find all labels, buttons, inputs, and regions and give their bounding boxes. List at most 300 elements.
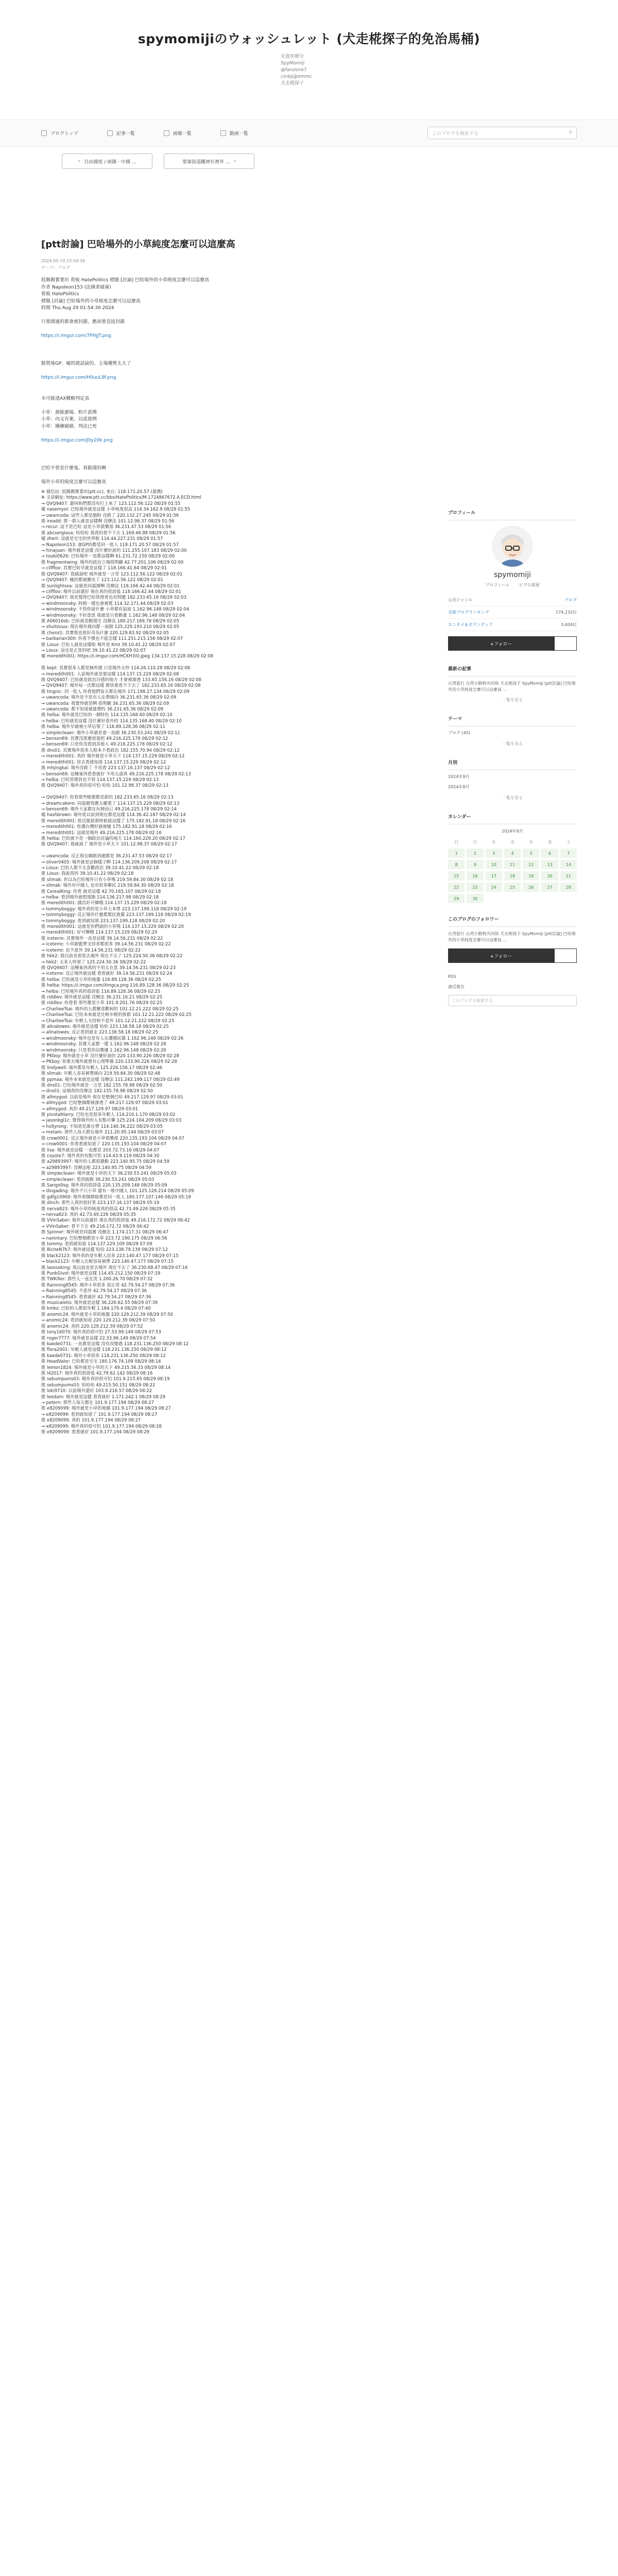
site-description xyxy=(281,54,337,87)
comment-line: 推 tony16070: 場外真的很可怕 27.53.99.149 08/29 07:53 xyxy=(41,1329,161,1335)
comment-line: → dns01: 這個真的沒辦法 182.155.78.98 08/29 02:50 xyxy=(41,1088,153,1094)
article-image-link[interactable]: https://i.imgur.com/J0y20k.png xyxy=(41,437,113,443)
news-text[interactable]: 台湾旅行 台湾小動物共同体 犬走椛探子 SpyMomiji [ptt討論] 巴哈場外的小草純度怎麼可以這麼高 ... xyxy=(448,681,576,692)
comment-line: 推 helba: 巴哈就是小草的地盤 116.89.128.36 08/29 02:25 xyxy=(41,976,161,982)
follow-count xyxy=(554,636,577,651)
comment-line: → tommyboggy: 反正場外什麼都罵民進黨 223.137.199.118 08/29 02:19 xyxy=(41,912,191,918)
comment-line: → recur: 這不是巴哈 這是小草俱樂部 36.231.47.53 08/29 01:56 xyxy=(41,524,171,530)
article-body-line: 木可匯達AX概略判定表 xyxy=(41,396,90,401)
comment-line: → uwancoda: 都不知道被誰帶的 36.231.65.36 08/29 02:09 xyxy=(41,706,164,712)
ranking-value: 174,232位 xyxy=(555,610,577,615)
comment-line: 推 slimak: 你以為巴哈場外只有小草嗎 219.59.84.30 08/29 02:18 xyxy=(41,876,174,882)
comment-line: → allmygod: 真的 49.217.129.97 08/29 03:01 xyxy=(41,1106,139,1111)
follow-button-bottom[interactable] xyxy=(448,948,577,963)
calendar-day[interactable]: 22 xyxy=(448,883,465,892)
follow-button[interactable] xyxy=(448,636,577,651)
nav-blog-top[interactable] xyxy=(41,130,78,137)
global-nav xyxy=(0,120,618,146)
image-icon xyxy=(164,130,169,136)
chevron-left-icon: ‹ xyxy=(78,159,80,164)
comment-line: 推 QVQ9407: 我就說吧 場外就是一言堂 123.112.56.122 08/29 02:01 xyxy=(41,571,183,577)
comment-line: → uwancoda: 這些人都是腦粉 沒救了 220.132.27.245 08/29 01:56 xyxy=(41,512,179,518)
article-body-line: 點赞後GP、噓的就話說的。主場優勢太大了 xyxy=(41,361,131,366)
comment-line: → windmoonsky: 場外也是有人在護國民黨 1.162.96.148 08/29 02:26 xyxy=(41,1035,184,1041)
comment-line: → benson69: 場外大家都在玩梗而已 49.216.225.178 08/29 02:14 xyxy=(41,806,177,811)
theme-heading: テーマ xyxy=(448,715,577,726)
comment-line: 推 meredith001: 從反服貿那時候就這樣了 175.182.91.18 08/29 02:16 xyxy=(41,818,186,823)
calendar-day[interactable]: 11 xyxy=(504,860,521,869)
home-icon xyxy=(41,130,47,136)
comment-line: 噓 meredith001: https://i.imgur.com/HCKH3iO.jpeg 134.137.15.228 08/29 02:08 xyxy=(41,653,214,659)
calendar-day[interactable]: 10 xyxy=(486,860,502,869)
chevron-right-icon: › xyxy=(234,159,236,164)
comment-line: 推 QVQ9407: 場外真的很可怕 哈哈 101.12.98.37 08/29 02:13 xyxy=(41,783,168,788)
ranking-block xyxy=(448,594,577,631)
search-icon[interactable]: ⚲ xyxy=(569,130,572,135)
follow-count xyxy=(554,948,577,963)
main-column xyxy=(41,146,381,1435)
calendar-day[interactable]: 19 xyxy=(523,871,539,880)
comment-line: 推 tingnic: 同一批人 你看他們每天都在場外 171.198.27.134 08/29 02:09 xyxy=(41,688,190,694)
comment-line: → uwancoda: 反正現在網路到處都是 36.231.47.53 08/29 02:17 xyxy=(41,853,172,859)
comment-line: 推 hkk2: 我以前也很常去場外 現在不去了 125.224.50.36 08/29 02:22 xyxy=(41,953,183,959)
comment-line: 推 pivotalHarry: 巴哈也是很多年輕人 114.210.1.170 08/29 03:02 xyxy=(41,1112,176,1117)
comment-line: → meredith001: 這就是場外 49.216.225.178 08/29 02:16 xyxy=(41,829,162,835)
ranking-row xyxy=(448,619,577,631)
next-article-label: 要塞街道鐵神社裡外 ... xyxy=(182,159,230,165)
comment-line: 推 QVQ9407: 這種東西真的不用太在意 39.14.56.231 08/29 02:23 xyxy=(41,964,176,970)
comment-spacer xyxy=(41,848,381,853)
comment-line: 推 a29893997: 場外的人都很激動 223.140.95.75 08/29 04:59 xyxy=(41,1159,169,1164)
comment-line: → cliffloo: 場外以前還好 現在真的很誇張 118.166.42.44 08/29 02:01 xyxy=(41,588,181,594)
comment-line: → crow0001: 你看看就知道了 220.135.193.104 08/29 04:07 xyxy=(41,1141,167,1147)
comment-line: → dreamcakero: 同溫層效應太嚴重了 114.137.15.229 08/29 02:13 xyxy=(41,800,180,806)
comment-line: → Rainning8545: 看看就好 42.79.54.27 08/29 07:36 xyxy=(41,1294,151,1299)
comment-line: 推 e8209099: 看看就好 101.9.177.194 08/29 08:29 xyxy=(41,1429,150,1434)
comment-line: → helba: 巴哈管理員也不管 114.137.15.229 08/29 02:13 xyxy=(41,776,159,782)
site-desc-line: cinéji@emmc xyxy=(281,74,312,79)
room-link[interactable]: ピグの部屋 xyxy=(519,583,540,587)
comment-line: 推 kaede0731: 場外小草很多 118.231.136.250 08/29 08:12 xyxy=(41,1352,166,1358)
comment-line: 推 Rainning8545: 場外小草很多 很正常 42.79.54.27 08/29 07:36 xyxy=(41,1282,175,1287)
follow-label[interactable]: +フォロー xyxy=(448,948,554,963)
comment-line: → metam: 那些人每天都在場外 211.20.95.144 08/29 03:07 xyxy=(41,1129,164,1135)
article-title[interactable]: [ptt討論] 巴哈場外的小草純度怎麼可以這麼高 xyxy=(41,239,235,250)
comment-line: 推 Spinner: 場外就是同溫層 沒辦法 1.174.117.31 08/29 06:47 xyxy=(41,1229,169,1235)
article-image-link[interactable]: https://i.imgur.com/H0uuL9f.png xyxy=(41,375,116,380)
article-pager xyxy=(62,154,381,169)
comment-line: 推 sunlightsea: 這就是同溫層啊 沒辦法 118.166.42.44 08/29 02:01 xyxy=(41,583,180,588)
comment-line: 推 iceterre: 其實場外一直是這樣 39.14.56.231 08/29 02:22 xyxy=(41,935,163,941)
nav-articles[interactable] xyxy=(107,130,135,137)
comment-line: 推 dns01: 其實場外很多人根本不看政治 182.155.70.94 08/29 02:12 xyxy=(41,747,180,753)
comment-line: → QVQ9407: 你看那些帳號都是新的 182.233.65.16 08/29 02:13 xyxy=(41,794,174,800)
comment-line: → simplecleaer: 場外小草就是會一直刷 36.230.53.241 08/29 02:11 xyxy=(41,730,180,735)
nav-images[interactable] xyxy=(164,130,192,137)
comment-line: 推 gdfg10900: 場外那個群組都是同一批人 180.177.107.146 08/29 05:19 xyxy=(41,1194,191,1199)
calendar-day[interactable]: 14 xyxy=(560,860,577,869)
comment-line: → helba: 看到場外就想逃跑 114.136.217.98 08/29 02:18 xyxy=(41,894,159,900)
article-body-line: 看板 HatePolitics xyxy=(41,292,79,297)
comment-line: → benson69: 這種東西看看就好 不用太認真 49.216.225.178 08/29 02:13 xyxy=(41,771,191,776)
calendar-day[interactable]: 26 xyxy=(523,883,539,892)
article-image-link[interactable]: https://i.imgur.com/7PHjJT.png xyxy=(41,333,111,338)
comment-line: 噓 zhert: 這就是宅宅的世界啦 114.44.227.231 08/29 01:57 xyxy=(41,536,163,541)
comment-line: 推 lindywell: 場外都是年輕人 125.226.156.17 08/29 02:46 xyxy=(41,1064,162,1070)
calendar-day[interactable]: 8 xyxy=(448,860,465,869)
article-body xyxy=(41,277,381,486)
calendar-day[interactable]: 9 xyxy=(467,860,483,869)
article-body-line xyxy=(41,444,381,451)
comment-line: 推 leedam: 場外就是這樣 看看就好 1.171.242.1 08/29 08:29 xyxy=(41,1394,166,1399)
nav-label: 画像一覧 xyxy=(173,131,192,137)
comment-line: → iceterre: 小草跟藍營支持者都很多 39.14.56.231 08/29 02:22 xyxy=(41,941,171,947)
list-icon xyxy=(107,130,113,136)
comment-line: 推 mhjingkai: 場外沒救了 不用看 223.137.16.137 08/29 02:12 xyxy=(41,765,170,771)
site-desc-line: @fanzone7 xyxy=(281,67,307,73)
comment-line: 推 helba: https://i.imgur.com/Xmgca.png 116.89.128.36 08/29 02:25 xyxy=(41,982,189,988)
article-date: 2024-05-10 23:59:39 xyxy=(41,259,85,263)
site-title[interactable]: spymomijiのウォッシュレット (犬走椛探子的免治馬桶) xyxy=(138,31,480,46)
search-placeholder: このブログを検索する xyxy=(432,131,479,137)
comment-line: 推 PunkGivol: 場外就是這樣 114.45.212.150 08/29 07:19 xyxy=(41,1270,161,1276)
comment-line: → CharlieeTsai: 場外的人都蠻喜歡柯的 101.12.21.222 08/29 02:25 xyxy=(41,1006,179,1011)
calendar-day[interactable]: 27 xyxy=(541,883,558,892)
comment-line: → uwancoda: 場外是不是有人在帶風向 36.231.65.36 08/29 02:09 xyxy=(41,694,177,700)
comment-line: 推 Lioux: 我說真的 39.10.41.22 08/29 02:18 xyxy=(41,871,134,876)
comment-line: 推 dinch: 那些人真的很好笑 223.137.16.137 08/29 05:19 xyxy=(41,1200,160,1206)
comment-line: 推 abcsergioux: 哈哈哈 我真的看不下去 1.169.46.88 08/29 01:56 xyxy=(41,530,176,535)
calendar-day[interactable]: 15 xyxy=(448,871,465,880)
site-desc-line: 兄貴医療分 xyxy=(281,54,304,59)
comment-line: 推 QVQ9407: 巴哈就是政治冷感的地方 才會被滲透 133.65.156.16 08/29 02:08 xyxy=(41,677,201,682)
comment-line: 推 Sango0sg: 場外真的很誇張 220.135.209.148 08/29 05:09 xyxy=(41,1182,167,1188)
ranking-row xyxy=(448,606,577,619)
comment-line: → QVQ9407: 誰叫妳們都沒有打上來了 123.112.56.122 08/29 01:55 xyxy=(41,500,181,506)
calendar-day[interactable]: 20 xyxy=(541,871,558,880)
comment-line: 推 simplecleaer: 場外就是小草的天下 36.230.53.241 08/29 05:03 xyxy=(41,1171,177,1176)
calendar-day[interactable]: 12 xyxy=(523,860,539,869)
comment-line: 推 dns01: 巴哈場外就是一言堂 182.155.78.98 08/29 02:50 xyxy=(41,1082,163,1088)
profile-name[interactable]: spymomiji xyxy=(494,571,531,579)
comment-line: → nanintary: 巴哈整個都是小草 223.72.190.175 08/29 06:56 xyxy=(41,1235,167,1241)
calendar-day[interactable]: 16 xyxy=(467,871,483,880)
comment-line: 推 HeadValor: 巴哈都是宅宅 180.176.74.109 08/29 08:14 xyxy=(41,1359,161,1364)
article-body-line: 小草：源匯廣場、粉片派佛 xyxy=(41,410,97,415)
nav-label: 記事一覧 xyxy=(116,131,135,137)
comment-line: → nerva823: 真的 42.73.49.226 08/29 05:35 xyxy=(41,1211,136,1217)
site-desc-line: 犬走椛探子 xyxy=(281,81,304,86)
avatar[interactable] xyxy=(492,526,533,567)
article-body-line: 時間 Thu Aug 29 01:54:30 2024 xyxy=(41,306,114,311)
calendar-day[interactable]: 1 xyxy=(448,849,465,858)
profile-link[interactable]: プロフィール xyxy=(485,583,510,587)
comment-line: 推 anomic24: 真的 220.129.212.39 08/29 07:52 xyxy=(41,1323,143,1329)
comment-line: → VVinSaber: 看不下去 49.216.172.72 08/29 06:42 xyxy=(41,1223,149,1229)
comment-line: 推 black2123: 場外真的是年輕人居多 223.140.47.177 08/29 07:15 xyxy=(41,1252,179,1258)
comment-line: → Lioux: 巴哈人都不太喜歡政治 39.10.41.22 08/29 02:18 xyxy=(41,865,159,870)
comment-line: → hkk2: 太多人吵架了 125.224.50.36 08/29 02:22 xyxy=(41,959,146,964)
ranking-label[interactable]: 全体ブログランキング xyxy=(448,610,489,615)
comment-line: 推 sebumpums03: 場外真的很可怕 101.9.215.65 08/29 08:19 xyxy=(41,1376,170,1382)
comment-line: → tommyboggy: 場外真的是小草大本營 223.137.199.118 08/29 02:19 xyxy=(41,906,187,911)
comment-line: 推 riddlev: 場外就是這樣 沒辦法 36.231.16.21 08/29 02:25 xyxy=(41,994,163,999)
report-link[interactable]: 違反報告 xyxy=(448,985,465,989)
news-more-link[interactable]: 一覧を見る xyxy=(502,698,523,702)
article-body-line xyxy=(41,340,381,347)
comment-line: → jasonbgl1c: 覺得場外的人有點可憐 125.224.104.209 08/29 03:03 xyxy=(41,1117,182,1123)
theme-more-link[interactable]: 一覧を見る xyxy=(502,741,523,746)
comment-line: → Lioux: 這也是正常的吧 39.10.41.22 08/29 02:07 xyxy=(41,647,146,653)
profile-heading: プロフィール xyxy=(448,509,577,520)
sidebar xyxy=(448,502,577,1435)
article-meta xyxy=(41,258,381,271)
comment-line: → windmoonsky: 阿榕一樣也會被罵 114.32.171.44 08/29 02:03 xyxy=(41,600,174,606)
comment-line: 推 riddlev: 你看看 那些都是小草 101.9.201.76 08/29 02:25 xyxy=(41,1000,163,1006)
comment-line: → QVQ9407: 我是覺得巴哈管理者也有問題 182.233.65.16 08/29 02:03 xyxy=(41,595,186,600)
calendar-day[interactable]: 2 xyxy=(467,849,483,858)
calendar-day[interactable]: 3 xyxy=(486,849,502,858)
comment-spacer xyxy=(41,789,381,794)
ranking-row xyxy=(448,594,577,606)
comment-line: → helba: 巴哈就是這樣 沒什麼好意外的 114.135.168.40 08/29 02:10 xyxy=(41,718,182,723)
comment-line: 推 flora2001: 年輕人就是這樣 118.231.136.250 08/29 08:12 xyxy=(41,1347,167,1352)
comment-line: 推 tommy: 看到就知道 114.137.229.109 08/29 07:09 xyxy=(41,1241,152,1246)
comment-line: 推 TWKiller: 那些人一直在洗 1.200.26.70 08/29 07:32 xyxy=(41,1276,153,1282)
comment-line: 推 meredith001: 國昌好可憐哦 114.137.15.229 08/29 02:18 xyxy=(41,900,167,906)
comment-line: 推 coyote7: 場外真的有點可怕 114.43.9.119 08/29 04:30 xyxy=(41,1153,160,1158)
comment-line: → meredith001: 真的 場外就是小草天下 114.137.15.229 08/29 02:12 xyxy=(41,753,185,759)
calendar-day[interactable]: 7 xyxy=(560,849,577,858)
comment-line: 推 lemon1824: 場外就是小草的天下 49.215.56.33 08/29 08:14 xyxy=(41,1364,171,1370)
comment-line: 推 lasosoking: 我以前也常去場外 現在不去了 36.230.68.47 08/29 07:16 xyxy=(41,1264,188,1270)
calendar-weekday: 木 xyxy=(529,839,534,844)
article-body-line xyxy=(41,451,381,459)
calendar-weekday: 土 xyxy=(566,839,571,844)
comment-line: 推 alinalowes: 場外就是這樣 哈哈 223.138.58.18 08/29 02:25 xyxy=(41,1023,169,1029)
news-heading: 最新の記事 xyxy=(448,665,577,676)
follow-label[interactable]: +フォロー xyxy=(448,636,554,651)
comment-line: 推 kmkz: 巴哈的人都很年輕 1.164.179.4 08/29 07:40 xyxy=(41,1306,151,1311)
archive-item[interactable]: 2024年8月 xyxy=(448,785,470,789)
calendar-day[interactable]: 17 xyxy=(486,871,502,880)
ranking-value[interactable]: ブログ xyxy=(564,598,577,602)
article-body-line: 標題 [討論] 巴哈場外的小草純度怎麼可以這麼高 xyxy=(41,298,141,304)
prev-article-label: 自由國度 / 兩國一中國 ... xyxy=(84,159,136,165)
comment-line: 推 loki9710: 以前場外還好 103.9.216.57 08/29 08:22 xyxy=(41,1388,152,1394)
comment-line: → iceterre: 反正場外就這樣 看看就好 39.14.56.231 08/29 02:24 xyxy=(41,971,173,976)
calendar-day[interactable]: 30 xyxy=(467,894,483,903)
article-body-line: 只要開過的都會被封鎖，應該要直接封鎖 xyxy=(41,319,125,325)
comment-line: → Rainning8545: 不意外 42.79.54.27 08/29 07:36 xyxy=(41,1288,147,1294)
follow-text: 台湾旅行 台湾小動物共同体 犬走椛探子 SpyMomiji [ptt討論] 巴哈場外的小草純度怎麼可以這麼高 ... xyxy=(448,931,576,942)
comment-line: → windmoonsky: 只是看你站哪邊 1.162.96.148 08/29 02:26 xyxy=(41,1047,166,1053)
video-icon xyxy=(220,130,226,136)
comment-line: 推 allmygod: 以前是場外 現在是整個巴哈 49.217.129.97 08/29 03:01 xyxy=(41,1094,183,1099)
calendar-weekday: 月 xyxy=(473,839,477,844)
comment-line: → a29893997: 沒辦法啦 223.140.95.75 08/29 04:59 xyxy=(41,1164,151,1170)
comment-line: → dingading: 場外不只小草 還有一堆中國人 101.125.128.214 08/29 05:09 xyxy=(41,1188,194,1194)
calendar-day[interactable]: 25 xyxy=(504,883,521,892)
comment-line: 推 crow0001: 反正場外就是小草俱樂部 220.135.193.104 08/29 04:07 xyxy=(41,1135,184,1141)
comment-line: 推 kept: 其實很多人都是無所謂 只是場外太吵 114.26.110.28 08/29 02:08 xyxy=(41,665,191,671)
comment-line: → CharlieeTsai: 巴哈本來就是比較年輕的族群 101.12.21.222 08/29 02:25 xyxy=(41,1012,192,1018)
comment-line: → QVQ9407: 噓的都被刪光了 123.112.56.122 08/29 02:01 xyxy=(41,577,163,583)
article-body-line xyxy=(41,354,381,361)
calendar-day[interactable]: 24 xyxy=(486,883,502,892)
article-body-line: 小草：內文有案、以延彼例 xyxy=(41,417,97,422)
comment-line: → black2123: 年輕人比較容易被帶 223.140.47.177 08/29 07:15 xyxy=(41,1259,174,1264)
article-body-line: 小草：團練磁磁、判法已死 xyxy=(41,423,97,429)
article-body-line xyxy=(41,472,381,479)
nav-search-input[interactable] xyxy=(427,127,577,139)
comment-line: → windmoonsky: 其實大家都一樣 1.162.96.148 08/29 02:26 xyxy=(41,1041,166,1047)
comment-line: 推 PKboy: 場外就是小草 沒什麼好說的 220.133.90.226 08/29 02:28 xyxy=(41,1053,179,1058)
comment-line: 推 VVinSaber: 場外以前還好 現在真的很誇張 49.216.172.72 08/29 06:42 xyxy=(41,1217,190,1223)
article-body-line xyxy=(41,382,381,389)
comment-line: → oliver0405: 場外就是這個樣子啊 114.136.209.208 08/29 02:17 xyxy=(41,859,177,865)
article-body-line xyxy=(41,388,381,396)
comment-line: 噓 hashbrown: 場外從以前到現在都是這樣 114.36.42.187 08/29 02:14 xyxy=(41,812,186,818)
calendar-day[interactable]: 5 xyxy=(523,849,539,858)
nav-videos[interactable] xyxy=(220,130,248,137)
nav-label: ブログトップ xyxy=(50,131,78,137)
comment-line: 推 e8209099: 場外就是小草的地盤 101.9.177.194 08/29 08:27 xyxy=(41,1405,171,1411)
sidebar-search-input[interactable]: このブログを検索する xyxy=(448,995,577,1006)
comment-line: 推 chenz1: 其實我也很好奇為什麼 220.129.83.92 08/29 02:05 xyxy=(41,630,169,635)
calendar-day[interactable]: 23 xyxy=(467,883,483,892)
comment-line: → hollyrong: 不知道是誰在帶 114.140.36.222 08/29 03:05 xyxy=(41,1123,163,1129)
article-body-line xyxy=(41,347,381,354)
comment-line: 推 slimak: 年輕人容易被帶風向 219.59.84.30 08/29 02:48 xyxy=(41,1071,161,1076)
nav-label: 動画一覧 xyxy=(229,131,248,137)
article-body-line xyxy=(41,312,381,319)
comment-line: → Napoleon153: 會GP的都是同一批人 118.171.20.57 08/29 01:57 xyxy=(41,541,179,547)
comment-line: 推 ireadd: 那一群人就是這樣啊 沒辦法 101.12.98.37 08/29 01:56 xyxy=(41,518,175,524)
comment-list xyxy=(41,489,381,1435)
article-body-line: 場外小草的純度怎麼可以這麼高 xyxy=(41,479,107,485)
comment-line: → benson69: 其實沒那麼誇張吧 49.216.225.178 08/29 02:12 xyxy=(41,736,168,741)
comment-line: → hinajuan: 場外就是這樣 沒什麼好說的 111.255.107.183 08/29 02:00 xyxy=(41,548,187,553)
profile-block xyxy=(448,526,577,588)
comment-line: → meredith001: 好可憐哦 114.137.15.229 08/29 02:20 xyxy=(41,929,158,935)
comment-line: ※ 發信站: 批踢踢實業坊(ptt.cc), 來自: 118.171.20.57 (臺灣) xyxy=(41,489,163,494)
calendar-day[interactable]: 13 xyxy=(541,860,558,869)
rss-link[interactable]: RSS xyxy=(448,974,456,979)
ranking-label: 公式ジャンル xyxy=(448,598,473,602)
archive-heading: 月別 xyxy=(448,759,577,770)
comment-line: → e8209099: 場外真的很可怕 101.9.177.194 08/29 08:28 xyxy=(41,1423,162,1429)
comment-line: → QVQ9407: 場外每一次都這樣 都快要看不下去了 182.233.65.16 08/29 02:08 xyxy=(41,683,201,688)
article-body-line: 批踢踢實業坊 看板 HatePolitics 標題 [討論] 巴哈場外的小草純度怎麼可以這麼高 xyxy=(41,278,209,283)
archive-more-link[interactable]: 一覧を見る xyxy=(502,795,523,800)
calendar-day[interactable]: 28 xyxy=(560,883,577,892)
article-body-line: 作者 Napoleon153 (法國拿破崙) xyxy=(41,284,111,290)
calendar-heading: カレンダー xyxy=(448,813,577,824)
calendar-grid xyxy=(448,837,577,903)
ranking-label[interactable]: エンタメ＆ボランティア xyxy=(448,622,493,627)
article-category[interactable]: テーマ：ブログ xyxy=(41,265,70,270)
site-desc-line: SpyMomiji xyxy=(281,61,305,66)
comment-line: 推 BicheN7b7: 場外就這樣 哈哈 223.138.79.139 08/29 07:12 xyxy=(41,1247,168,1252)
comment-line: → anomic24: 看到就知道 220.129.212.39 08/29 07:50 xyxy=(41,1317,156,1323)
comment-line: → petern: 那些人每天都在 101.9.177.194 08/29 08:27 xyxy=(41,1399,154,1405)
comment-line: → CharlieeTsai: 年輕人支持柯不意外 101.12.21.222 08/29 02:25 xyxy=(41,1018,175,1023)
calendar-weekday: 金 xyxy=(547,839,552,844)
calendar-weekday: 水 xyxy=(510,839,514,844)
comment-line: → barbarian300: 你看不慣也不能怎樣 111.251.215.156 08/29 02:07 xyxy=(41,636,183,641)
article-body-line xyxy=(41,430,381,437)
comment-line: 推 ppmaa: 場外本來就是這樣 沒辦法 111.242.199.117 08/29 02:49 xyxy=(41,1076,180,1082)
comment-line: → toubi0626: 巴哈場外一直都這樣啊 61.231.72.150 08/29 02:00 xyxy=(41,553,175,559)
profile-links xyxy=(448,582,577,588)
follow-heading: このブログのフォロワー xyxy=(448,916,577,927)
comment-line: 推 meredith001: 這就是你們說的小草嗎 114.137.15.229 08/29 02:20 xyxy=(41,924,184,929)
calendar-day[interactable]: 21 xyxy=(560,871,577,880)
comment-line: → alinalowes: 反正看到就走 223.138.58.18 08/29 02:25 xyxy=(41,1029,158,1035)
comment-line: → windmoonsky: 不管你說什麼 小草都有話說 1.162.96.148 08/29 02:04 xyxy=(41,606,190,612)
article-body-line xyxy=(41,368,381,375)
comment-line: 推 Lioux: 巴哈人就是這樣啦 場外是 Kmt 39.10.41.22 08/29 02:07 xyxy=(41,641,176,647)
comment-line: 推 A06016sb: 巴哈就是動漫宅 沒辦法 180.217.169.78 08/29 02:05 xyxy=(41,618,179,623)
comment-spacer xyxy=(41,659,381,665)
comment-line: → helba: 巴哈場外真的很誇張 116.89.128.36 08/29 02:25 xyxy=(41,988,161,994)
comment-line: 推 helba: 場外早就被小草佔領了 116.89.128.36 08/29 02:11 xyxy=(41,724,166,730)
next-article-button[interactable] xyxy=(164,154,254,169)
comment-line: → slimak: 場外有中國人 也有很多鄉民 219.59.84.30 08/29 02:18 xyxy=(41,883,174,888)
comment-line: 推 anomic24: 場外就是小草的地盤 220.129.212.39 08/29 07:50 xyxy=(41,1311,174,1317)
comment-line: 推 l42017: 場外真的很誇張 42.79.62.142 08/29 08:16 xyxy=(41,1370,153,1376)
comment-line: 推 helba: 巴哈就不是一個政治討論的地方 114.160.229.20 08/29 02:17 xyxy=(41,835,185,841)
avatar-illustration xyxy=(492,526,533,567)
comment-line: 推 helba: 場外就是巴哈的一個特色 114.135.168.40 08/29 02:10 xyxy=(41,712,173,718)
comment-line: → meredith001: 人家場外就是要這樣 114.137.15.229 08/29 02:08 xyxy=(41,671,179,676)
calendar-day[interactable]: 29 xyxy=(448,894,465,903)
prev-article-button[interactable] xyxy=(62,154,152,169)
calendar-day[interactable]: 18 xyxy=(504,871,521,880)
comment-line: 推 CerealKing: 你看 就是這樣 42.70.165.107 08/29 02:18 xyxy=(41,888,161,894)
calendar-day[interactable]: 4 xyxy=(504,849,521,858)
theme-item[interactable]: ブログ (45) xyxy=(448,731,470,735)
comment-line: → PKboy: 你要去場外就要有心理準備 220.133.90.226 08/29 02:28 xyxy=(41,1059,177,1064)
ranking-value: 3,404位 xyxy=(561,622,577,627)
article-body-line xyxy=(41,326,381,333)
comment-line: → benson69: 只是你沒看到其他人 49.216.225.178 08/29 02:12 xyxy=(41,741,173,747)
comment-line: → e8209099: 看到就知道了 101.9.177.194 08/29 08:27 xyxy=(41,1411,158,1417)
comment-line: 推 sebumpums03: 哈哈哈 49.215.50.151 08/29 08:22 xyxy=(41,1382,156,1387)
comment-line: 推 kaede0731: 一直都是這樣 沒有改變過 118.231.136.250 08/29 08:12 xyxy=(41,1341,189,1346)
comment-line: 推 roger7777: 場外就是這樣 22.33.96.149 08/29 07:54 xyxy=(41,1335,156,1341)
calendar-day[interactable]: 6 xyxy=(541,849,558,858)
comment-line: 推 e8209099: 真的 101.9.177.194 08/29 08:27 xyxy=(41,1417,141,1423)
comment-line: → cliffloo: 其實巴哈早就是這樣了 118.166.41.64 08/29 02:01 xyxy=(41,565,167,571)
comment-line: → windmoonsky: 不好意思 我就是只看動畫 1.162.96.148 08/29 02:04 xyxy=(41,612,185,618)
calendar-weekday: 日 xyxy=(454,839,459,844)
archive-item[interactable]: 2024年9月 xyxy=(448,774,470,779)
calendar-weekday: 火 xyxy=(491,839,496,844)
comment-line: → meredith001: 你講台灣好就被噓 175.182.91.18 08/29 02:16 xyxy=(41,824,172,829)
article-body-line xyxy=(41,458,381,465)
comment-line: 推 fragmentwing: 場外的政治立場很明顯 42.77.201.106 08/29 02:00 xyxy=(41,559,184,565)
article-body-line: 巴哈不曾是什麼鬼。看動漫的啊 xyxy=(41,465,107,471)
comment-line: 推 nerva823: 場外小草的純度真的很高 42.73.49.226 08/29 05:35 xyxy=(41,1206,176,1211)
comment-line: 推 lisa: 場外就是這樣 一直都是 203.72.73.16 08/29 04:07 xyxy=(41,1147,160,1153)
site-header xyxy=(0,0,618,120)
comment-line: ※ 文章網址: https://www.ptt.cc/bbs/HatePolitics/M.1724867672.A.ECD.html xyxy=(41,495,201,500)
comment-line: → iceterre: 也不意外 39.14.56.231 08/29 02:22 xyxy=(41,947,141,953)
calendar-month: 2024年9月 xyxy=(502,829,523,834)
comment-line: → allmygod: 巴哈整個都被滲透了 49.217.129.97 08/29 03:01 xyxy=(41,1100,168,1106)
